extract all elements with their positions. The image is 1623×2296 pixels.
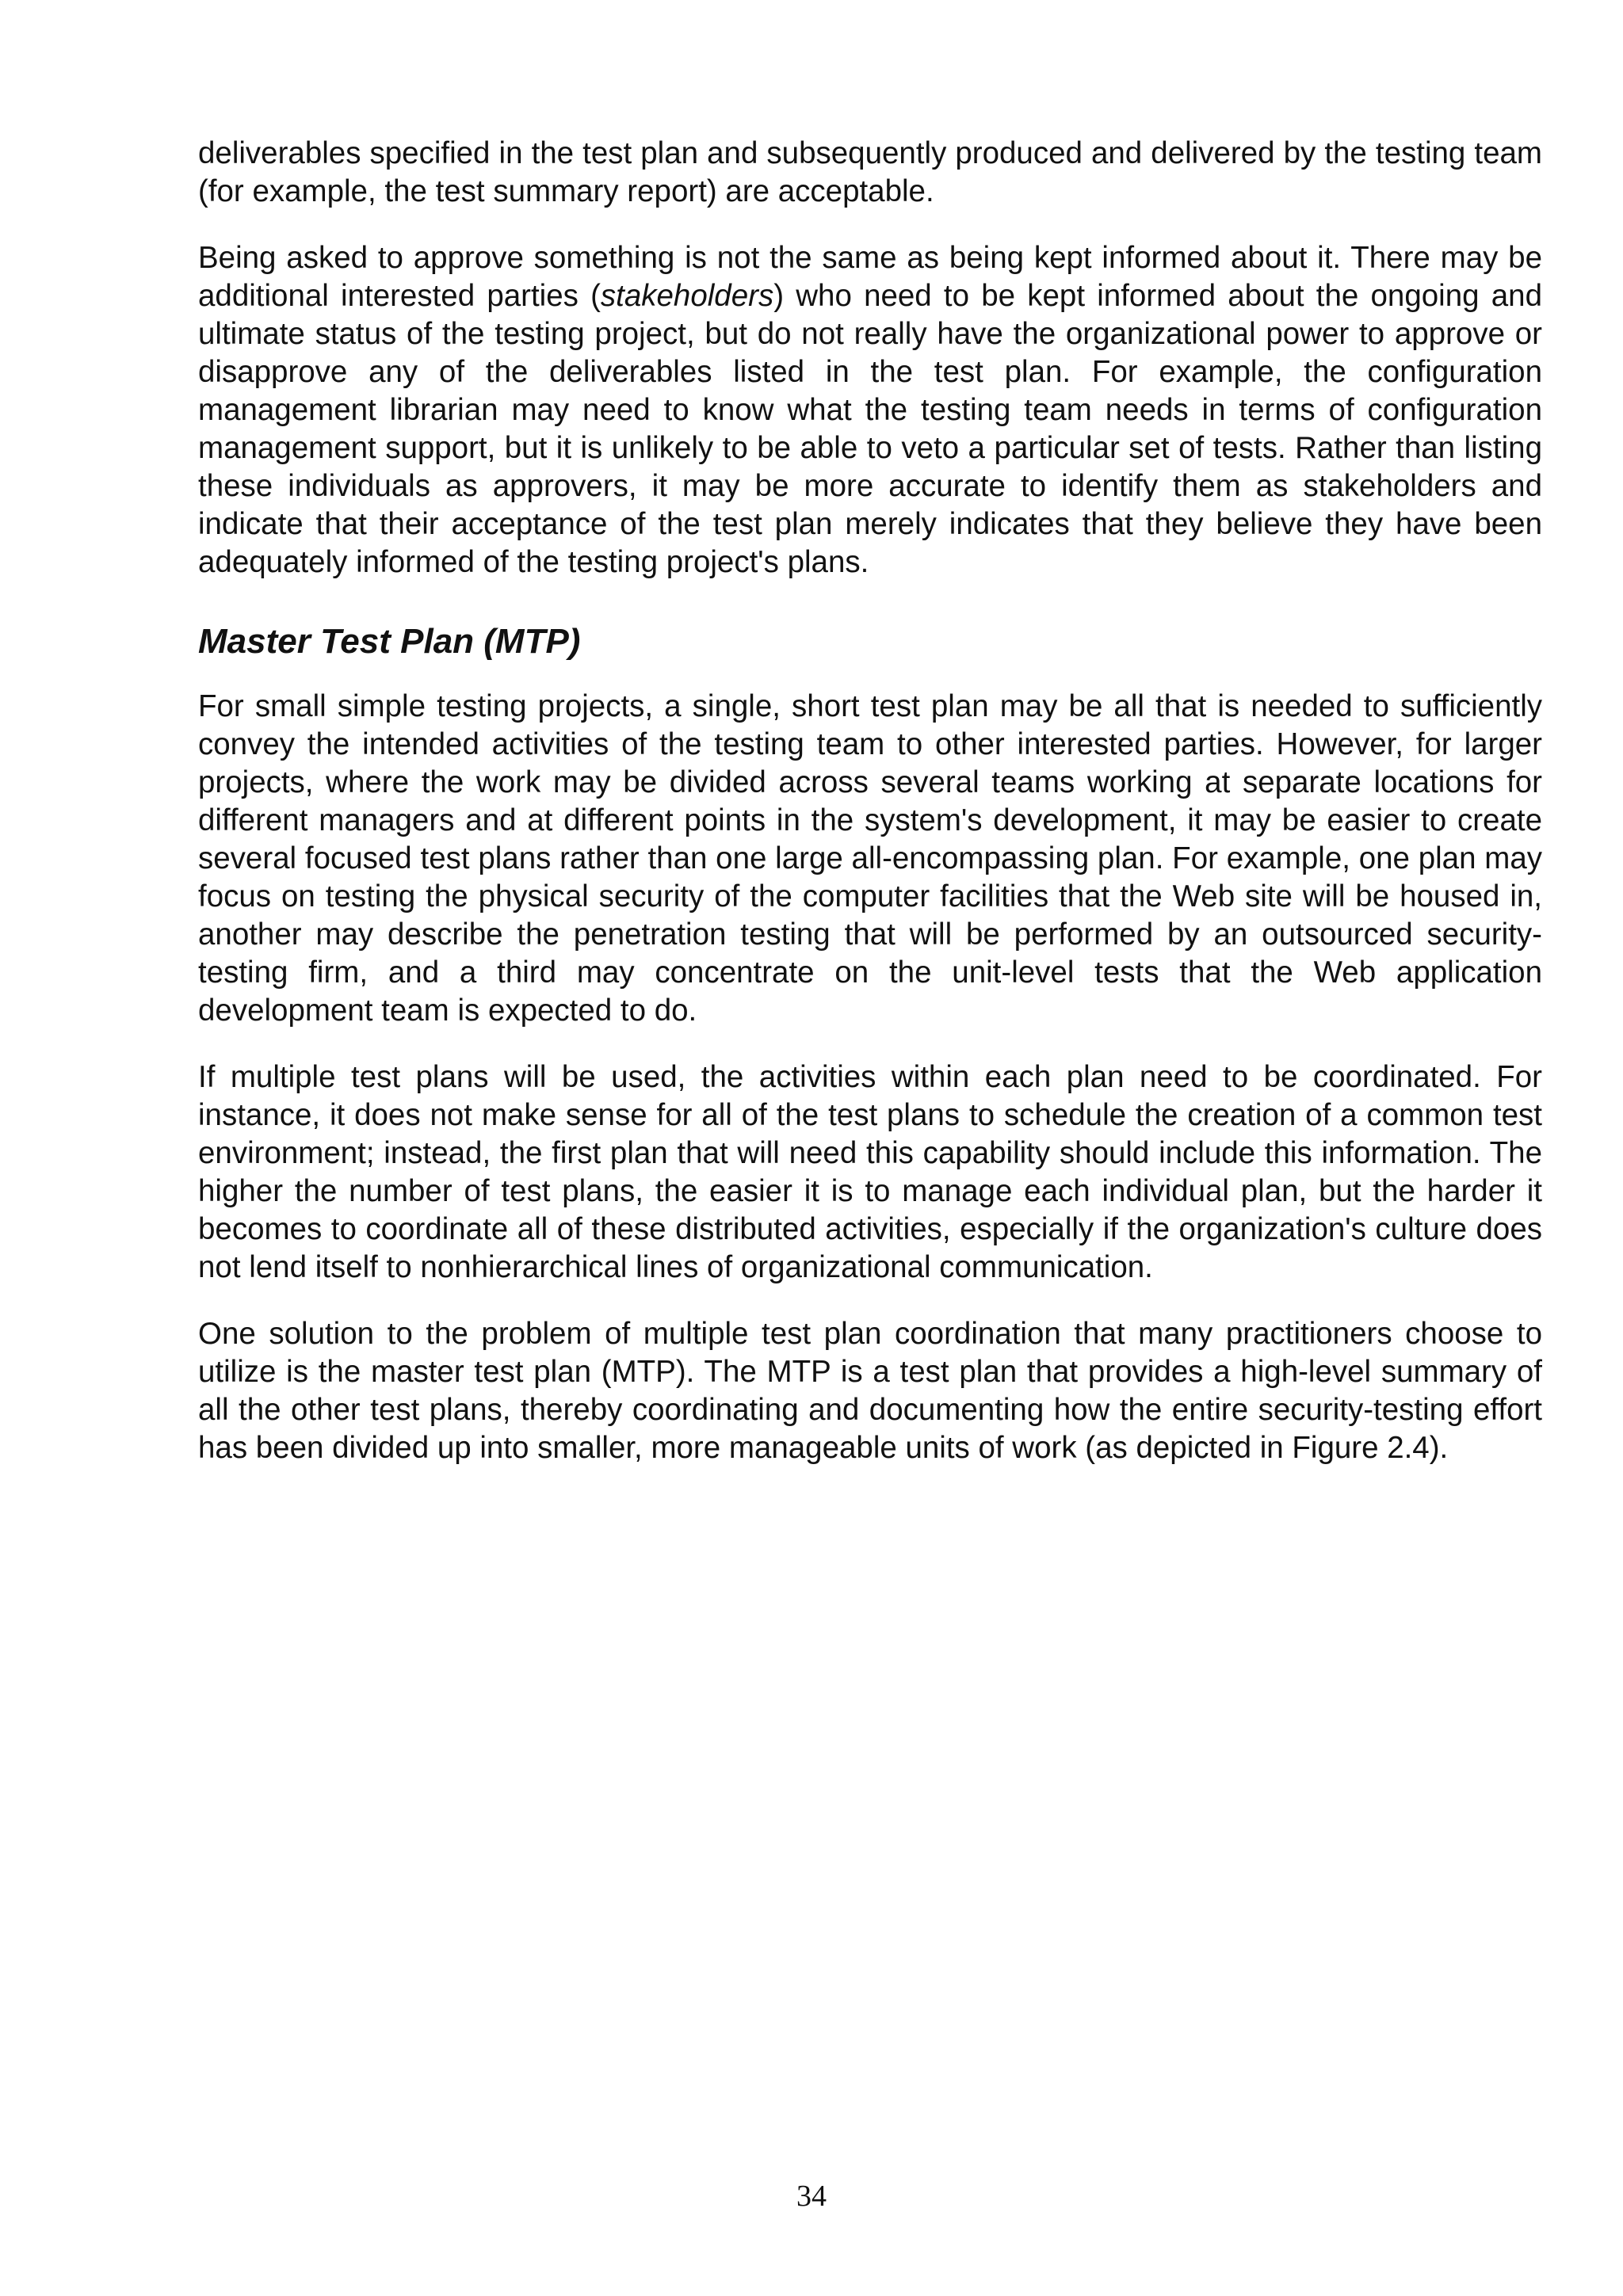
paragraph-mtp-solution: One solution to the problem of multiple test plan coordination that many practitioners choose to utilize is the master test plan (MTP). The MTP is a test plan that provides a high-level summary of all the other test plans, thereby coordinating and documenting how the entire security-testing effort has been divided up into smaller, more manageable units of work (as depicted in Figure 2.4). xyxy=(198,1317,1542,1465)
paragraph-stakeholders-text-end: ) who need to be kept informed about the ongoing and ultimate status of the testing project, but do not really have the organizational power to approve or disapprove any of the deliverables listed in the test plan. For example, the configuration management librarian may need to know what the testing team needs in terms of configuration management support, but it is unlikely to be able to veto a particular set of tests. Rather than listing these individuals as approvers, it may be more accurate to identify them as stakeholders and indicate that their acceptance of the test plan merely indicates that they believe they have been adequately informed of the testing project's plans. xyxy=(198,279,1542,579)
paragraph-small-projects: For small simple testing projects, a single, short test plan may be all that is needed to sufficiently convey the intended activities of the testing team to other interested parties. However, for larger projects, where the work may be divided across several teams working at separate locations for different managers and at different points in the system's development, it may be easier to create several focused test plans rather than one large all-encompassing plan. For example, one plan may focus on testing the physical security of the computer facilities that the Web site will be housed in, another may describe the penetration testing that will be performed by an outsourced security-testing firm, and a third may concentrate on the unit-level tests that the Web application development team is expected to do. xyxy=(198,689,1542,1028)
page-number: 34 xyxy=(796,2180,827,2213)
stakeholders-emphasis: stakeholders xyxy=(600,279,774,313)
paragraph-stakeholders xyxy=(198,239,1542,582)
page-body xyxy=(198,135,1542,1467)
paragraph-multiple-plans: If multiple test plans will be used, the activities within each plan need to be coordinated. For instance, it does not make sense for all of the test plans to schedule the creation of a common test environment; instead, the first plan that will need this capability should include this information. The higher the number of test plans, the easier it is to manage each individual plan, but the harder it becomes to coordinate all of these distributed activities, especially if the organization's culture does not lend itself to nonhierarchical lines of organizational communication. xyxy=(198,1060,1542,1284)
paragraph-deliverables-continued: deliverables specified in the test plan and subsequently produced and delivered by the testing team (for example, the test summary report) are acceptable. xyxy=(198,136,1542,208)
section-heading-master-test-plan: Master Test Plan (MTP) xyxy=(198,622,581,661)
paragraph-stakeholders-text-start: Being asked to approve something is not the same as being kept informed about it. There may be additional interested parties ( xyxy=(198,241,1542,313)
